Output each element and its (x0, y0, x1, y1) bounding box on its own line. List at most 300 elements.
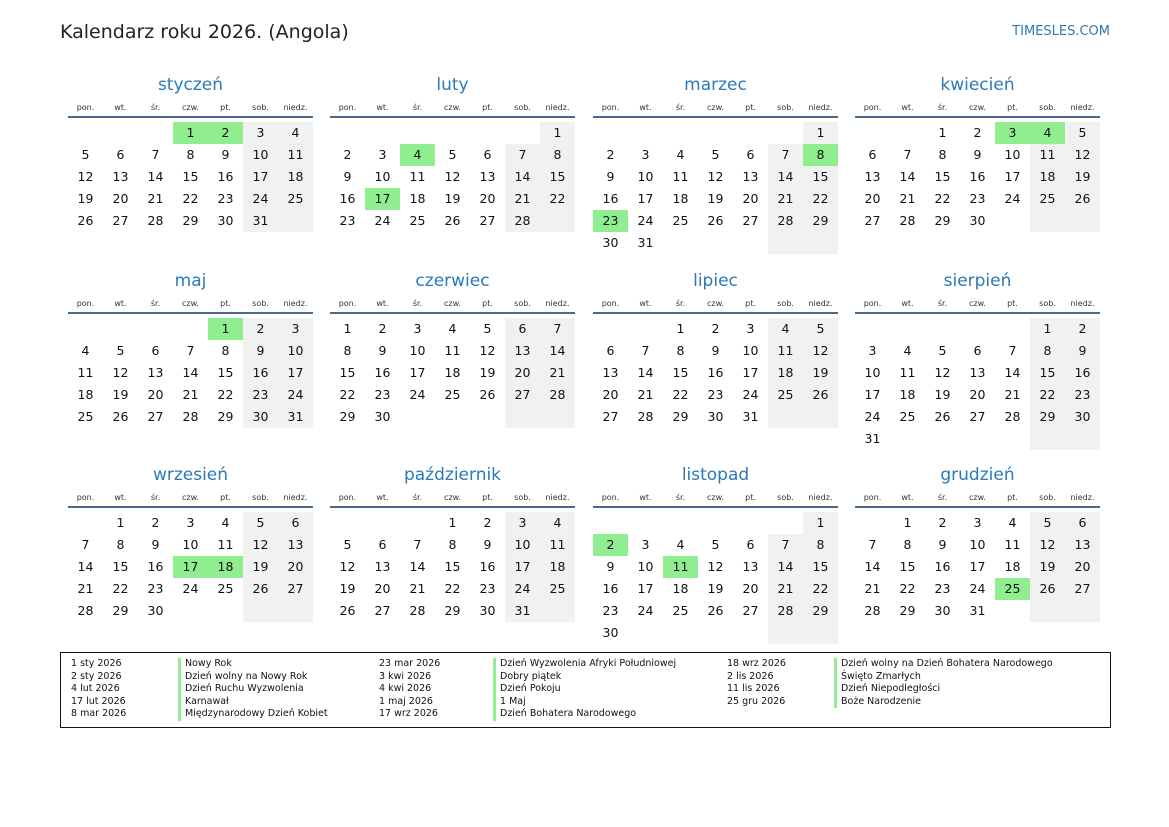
weekday-label: niedz. (283, 299, 308, 308)
day-cell: 31 (278, 406, 313, 428)
day-cell: 17 (278, 362, 313, 384)
day-cell: 25 (672, 213, 689, 228)
empty-cell (435, 406, 470, 428)
day-grid (855, 318, 1100, 450)
day-cell: 4 (1030, 122, 1065, 144)
empty-cell (768, 122, 803, 144)
day-cell: 20 (864, 191, 881, 206)
empty-cell (278, 210, 313, 232)
day-cell: 17 (505, 556, 540, 578)
month-8 (855, 268, 1100, 450)
day-cell: 3 (243, 122, 278, 144)
day-cell: 30 (374, 409, 391, 424)
day-cell: 1 (448, 515, 457, 530)
day-cell: 19 (934, 387, 951, 402)
day-cell: 7 (81, 537, 90, 552)
weekday-label: pon. (338, 493, 357, 502)
day-cell: 11 (540, 534, 575, 556)
holiday-date: 25 gru 2026 (727, 695, 786, 707)
day-cell: 15 (182, 169, 199, 184)
day-cell: 30 (243, 406, 278, 428)
day-cell: 18 (409, 191, 426, 206)
day-cell: 12 (77, 169, 94, 184)
day-cell: 16 (374, 365, 391, 380)
day-cell: 8 (343, 343, 352, 358)
weekday-label: wt. (901, 493, 914, 502)
day-cell: 13 (742, 169, 759, 184)
weekday-label: śr. (675, 299, 686, 308)
day-cell: 28 (409, 603, 426, 618)
holiday-date: 23 mar 2026 (379, 658, 441, 669)
weekday-label: niedz. (283, 493, 308, 502)
holiday-date: 2 sty 2026 (71, 670, 122, 682)
holiday-date: 11 lis 2026 (727, 683, 780, 695)
empty-cell (173, 318, 208, 340)
day-cell: 25 (409, 213, 426, 228)
empty-cell (400, 122, 435, 144)
weekday-label: pon. (76, 299, 95, 308)
day-cell: 23 (217, 191, 234, 206)
day-cell: 28 (768, 600, 803, 622)
empty-cell (960, 318, 995, 340)
holiday-date: 4 lut 2026 (71, 683, 120, 695)
day-cell: 30 (217, 213, 234, 228)
day-cell: 6 (151, 343, 160, 358)
day-cell: 13 (742, 559, 759, 574)
day-cell: 13 (969, 365, 986, 380)
day-cell: 11 (77, 365, 94, 380)
day-cell: 11 (768, 340, 803, 362)
day-cell: 10 (182, 537, 199, 552)
day-cell: 12 (112, 365, 129, 380)
day-cell: 10 (278, 340, 313, 362)
weekday-label: sob. (777, 103, 794, 112)
day-cell: 20 (112, 191, 129, 206)
day-cell: 22 (444, 581, 461, 596)
day-grid (330, 122, 575, 232)
day-cell: 10 (637, 169, 654, 184)
empty-cell (698, 622, 733, 644)
day-cell: 23 (934, 581, 951, 596)
weekday-label: pon. (863, 299, 882, 308)
day-cell: 5 (803, 318, 838, 340)
day-cell: 4 (676, 537, 685, 552)
weekday-label: niedz. (1070, 299, 1095, 308)
day-cell: 6 (746, 147, 755, 162)
day-cell: 1 (903, 515, 912, 530)
month-name: kwiecień (940, 75, 1015, 95)
day-cell: 27 (147, 409, 164, 424)
weekday-label: sob. (777, 493, 794, 502)
day-cell: 24 (182, 581, 199, 596)
day-cell: 21 (864, 581, 881, 596)
day-cell: 2 (973, 125, 982, 140)
holiday-name: 1 Maj (493, 696, 526, 709)
holiday-date: 1 sty 2026 (71, 658, 122, 669)
weekday-label: pon. (601, 493, 620, 502)
day-cell: 11 (663, 556, 698, 578)
weekday-label: pt. (482, 493, 493, 502)
day-cell: 14 (540, 340, 575, 362)
day-cell: 16 (217, 169, 234, 184)
weekday-label: pt. (220, 103, 231, 112)
weekday-label: wt. (639, 299, 652, 308)
empty-cell (628, 318, 663, 340)
day-cell: 21 (768, 188, 803, 210)
day-cell: 24 (278, 384, 313, 406)
weekday-label: śr. (412, 299, 423, 308)
empty-cell (803, 622, 838, 644)
day-cell: 11 (444, 343, 461, 358)
day-grid (68, 122, 313, 232)
day-cell: 25 (768, 384, 803, 406)
weekday-label: czw. (444, 493, 461, 502)
day-cell: 1 (803, 512, 838, 534)
day-cell: 27 (602, 409, 619, 424)
weekday-header (855, 492, 1100, 508)
empty-cell (540, 600, 575, 622)
day-cell: 4 (540, 512, 575, 534)
day-cell: 13 (147, 365, 164, 380)
day-cell: 3 (378, 147, 387, 162)
day-cell: 22 (540, 188, 575, 210)
weekday-label: pt. (220, 493, 231, 502)
day-cell: 28 (147, 213, 164, 228)
month-name: sierpień (943, 271, 1012, 291)
day-cell: 2 (1065, 318, 1100, 340)
day-cell: 29 (339, 409, 356, 424)
day-cell: 12 (1065, 144, 1100, 166)
holiday-name: Dzień Pokoju (493, 683, 561, 696)
empty-cell (365, 512, 400, 534)
day-cell: 16 (969, 169, 986, 184)
day-cell: 6 (746, 537, 755, 552)
day-cell: 7 (540, 318, 575, 340)
day-cell: 8 (540, 144, 575, 166)
month-6 (330, 268, 575, 428)
empty-cell (330, 512, 365, 534)
weekday-label: niedz. (545, 299, 570, 308)
empty-cell (733, 122, 768, 144)
day-cell: 29 (1030, 406, 1065, 428)
weekday-label: niedz. (808, 103, 833, 112)
weekday-label: wt. (114, 493, 127, 502)
day-cell: 11 (672, 169, 689, 184)
weekday-label: pon. (338, 103, 357, 112)
day-cell: 20 (147, 387, 164, 402)
day-cell: 1 (208, 318, 243, 340)
month-name: listopad (681, 465, 750, 485)
day-cell: 6 (1065, 512, 1100, 534)
weekday-label: wt. (901, 299, 914, 308)
day-cell: 1 (116, 515, 125, 530)
day-cell: 4 (448, 321, 457, 336)
day-cell: 3 (413, 321, 422, 336)
day-cell: 12 (444, 169, 461, 184)
day-cell: 13 (602, 365, 619, 380)
month-10 (330, 462, 575, 622)
day-cell: 23 (374, 387, 391, 402)
weekday-label: pon. (601, 103, 620, 112)
day-cell: 17 (1004, 169, 1021, 184)
day-cell: 5 (483, 321, 492, 336)
day-cell: 25 (217, 581, 234, 596)
day-cell: 8 (938, 147, 947, 162)
day-cell: 8 (186, 147, 195, 162)
holiday-date: 1 maj 2026 (379, 695, 433, 707)
day-cell: 10 (742, 343, 759, 358)
day-cell: 5 (1065, 122, 1100, 144)
day-cell: 22 (339, 387, 356, 402)
empty-cell (400, 406, 435, 428)
weekday-label: sob. (252, 103, 269, 112)
day-cell: 30 (147, 603, 164, 618)
day-cell: 21 (1004, 387, 1021, 402)
day-cell: 19 (1065, 166, 1100, 188)
weekday-label: niedz. (808, 299, 833, 308)
weekday-label: sob. (1039, 103, 1056, 112)
day-cell: 16 (243, 362, 278, 384)
day-cell: 11 (278, 144, 313, 166)
day-cell: 9 (973, 147, 982, 162)
day-cell: 20 (479, 191, 496, 206)
day-cell: 10 (409, 343, 426, 358)
weekday-label: sob. (1039, 493, 1056, 502)
empty-cell (540, 406, 575, 428)
day-cell: 2 (151, 515, 160, 530)
day-cell: 22 (899, 581, 916, 596)
weekday-label: śr. (675, 493, 686, 502)
empty-cell (698, 232, 733, 254)
day-cell: 15 (899, 559, 916, 574)
empty-cell (768, 512, 803, 534)
day-cell: 18 (768, 362, 803, 384)
day-cell: 12 (934, 365, 951, 380)
day-cell: 23 (969, 191, 986, 206)
month-9 (68, 462, 313, 622)
empty-cell (1030, 600, 1065, 622)
empty-cell (768, 622, 803, 644)
day-cell: 23 (147, 581, 164, 596)
day-cell: 28 (899, 213, 916, 228)
day-cell: 29 (112, 603, 129, 618)
day-cell: 7 (868, 537, 877, 552)
weekday-header (68, 298, 313, 314)
day-cell: 12 (707, 169, 724, 184)
empty-cell (698, 122, 733, 144)
day-cell: 19 (77, 191, 94, 206)
day-cell: 9 (938, 537, 947, 552)
day-cell: 5 (116, 343, 125, 358)
day-cell: 10 (505, 534, 540, 556)
day-cell: 5 (711, 537, 720, 552)
empty-cell (208, 600, 243, 622)
day-cell: 2 (343, 147, 352, 162)
day-cell: 27 (742, 603, 759, 618)
day-cell: 7 (768, 534, 803, 556)
empty-cell (173, 600, 208, 622)
day-cell: 17 (409, 365, 426, 380)
day-cell: 15 (540, 166, 575, 188)
day-cell: 28 (768, 210, 803, 232)
day-cell: 19 (444, 191, 461, 206)
day-cell: 8 (676, 343, 685, 358)
day-grid (330, 512, 575, 622)
day-cell: 4 (903, 343, 912, 358)
empty-cell (768, 232, 803, 254)
empty-cell (890, 428, 925, 450)
day-cell: 26 (707, 603, 724, 618)
empty-cell (68, 512, 103, 534)
day-cell: 2 (243, 318, 278, 340)
day-cell: 16 (707, 365, 724, 380)
day-cell: 6 (378, 537, 387, 552)
day-cell: 25 (444, 387, 461, 402)
holiday-name: Dzień Niepodległości (834, 683, 940, 696)
day-cell: 7 (505, 144, 540, 166)
day-cell: 4 (81, 343, 90, 358)
day-cell: 26 (934, 409, 951, 424)
day-cell: 20 (602, 387, 619, 402)
day-cell: 25 (278, 188, 313, 210)
day-cell: 18 (77, 387, 94, 402)
empty-cell (593, 122, 628, 144)
weekday-label: wt. (639, 103, 652, 112)
day-cell: 13 (112, 169, 129, 184)
day-grid (855, 122, 1100, 232)
holiday-list (60, 652, 1111, 728)
day-cell: 29 (803, 210, 838, 232)
day-cell: 9 (151, 537, 160, 552)
weekday-label: czw. (969, 493, 986, 502)
weekday-label: sob. (1039, 299, 1056, 308)
holiday-name: Nowy Rok (178, 658, 232, 671)
month-5 (68, 268, 313, 428)
day-grid (68, 318, 313, 428)
month-name: maj (174, 271, 207, 291)
holiday-name: Dzień wolny na Nowy Rok (178, 671, 307, 684)
weekday-label: niedz. (545, 103, 570, 112)
day-cell: 28 (637, 409, 654, 424)
empty-cell (698, 512, 733, 534)
empty-cell (470, 122, 505, 144)
day-cell: 16 (1065, 362, 1100, 384)
day-cell: 9 (221, 147, 230, 162)
day-cell: 11 (1030, 144, 1065, 166)
weekday-label: sob. (514, 103, 531, 112)
month-2 (330, 72, 575, 232)
day-cell: 30 (602, 235, 619, 250)
day-cell: 16 (339, 191, 356, 206)
day-cell: 26 (112, 409, 129, 424)
weekday-label: wt. (901, 103, 914, 112)
day-cell: 6 (483, 147, 492, 162)
weekday-label: sob. (514, 299, 531, 308)
day-cell: 5 (711, 147, 720, 162)
day-cell: 15 (112, 559, 129, 574)
day-cell: 11 (217, 537, 234, 552)
day-cell: 27 (1065, 578, 1100, 600)
weekday-header (593, 298, 838, 314)
weekday-label: śr. (937, 299, 948, 308)
day-cell: 21 (637, 387, 654, 402)
month-name: wrzesień (152, 465, 229, 485)
empty-cell (138, 318, 173, 340)
day-cell: 23 (602, 603, 619, 618)
day-cell: 1 (938, 125, 947, 140)
weekday-header (68, 102, 313, 118)
empty-cell (803, 232, 838, 254)
day-cell: 26 (1030, 578, 1065, 600)
holiday-date: 4 kwi 2026 (379, 683, 432, 695)
day-cell: 7 (768, 144, 803, 166)
day-cell: 22 (803, 188, 838, 210)
weekday-label: śr. (150, 299, 161, 308)
weekday-label: czw. (969, 103, 986, 112)
day-cell: 14 (182, 365, 199, 380)
day-cell: 9 (343, 169, 352, 184)
day-cell: 9 (378, 343, 387, 358)
day-cell: 9 (243, 340, 278, 362)
day-cell: 20 (969, 387, 986, 402)
empty-cell (733, 622, 768, 644)
empty-cell (593, 512, 628, 534)
day-cell: 26 (243, 578, 278, 600)
day-cell: 1 (540, 122, 575, 144)
day-cell: 9 (483, 537, 492, 552)
day-cell: 6 (868, 147, 877, 162)
weekday-label: sob. (252, 493, 269, 502)
weekday-label: śr. (937, 493, 948, 502)
weekday-label: śr. (937, 103, 948, 112)
day-cell: 27 (374, 603, 391, 618)
day-cell: 23 (593, 210, 628, 232)
day-cell: 18 (1030, 166, 1065, 188)
day-cell: 19 (112, 387, 129, 402)
day-cell: 17 (864, 387, 881, 402)
empty-cell (68, 318, 103, 340)
day-cell: 22 (182, 191, 199, 206)
empty-cell (803, 406, 838, 428)
empty-cell (925, 318, 960, 340)
day-cell: 18 (1004, 559, 1021, 574)
empty-cell (365, 122, 400, 144)
day-cell: 28 (505, 210, 540, 232)
weekday-label: pon. (863, 493, 882, 502)
weekday-label: niedz. (1070, 493, 1095, 502)
empty-cell (278, 600, 313, 622)
day-cell: 7 (186, 343, 195, 358)
empty-cell (628, 512, 663, 534)
day-cell: 29 (444, 603, 461, 618)
site-link[interactable]: TIMESLES.COM (1012, 24, 1110, 39)
holiday-name: Karnawał (178, 696, 229, 709)
day-cell: 18 (540, 556, 575, 578)
weekday-label: pt. (745, 493, 756, 502)
weekday-label: pt. (482, 103, 493, 112)
day-cell: 1 (676, 321, 685, 336)
empty-cell (470, 406, 505, 428)
month-12 (855, 462, 1100, 622)
day-grid (330, 318, 575, 428)
empty-cell (663, 512, 698, 534)
month-7 (593, 268, 838, 428)
day-cell: 5 (938, 343, 947, 358)
weekday-label: wt. (639, 493, 652, 502)
day-cell: 17 (637, 581, 654, 596)
day-cell: 12 (339, 559, 356, 574)
day-cell: 25 (77, 409, 94, 424)
